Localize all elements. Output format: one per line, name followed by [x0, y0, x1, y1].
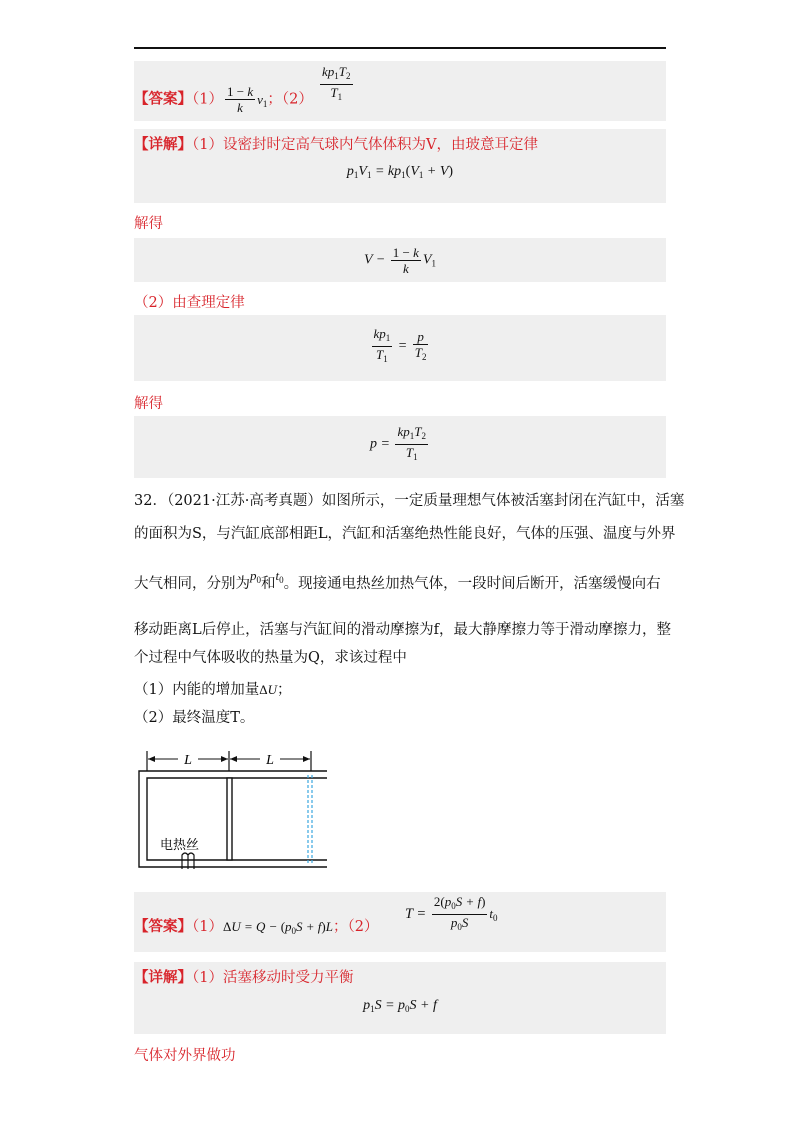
detail-line-2 — [134, 968, 353, 988]
detail-tag: 【详解】 — [134, 136, 192, 153]
problem-line-4: 移动距离L后停止，活塞与汽缸间的滑动摩擦为f，最大静摩擦力等于滑动摩擦力，整 — [134, 622, 671, 638]
answer-1-fraction: $\frac{1 - k}{k}$ — [226, 84, 254, 115]
problem-line-3c: 。现接通电热丝加热气体，一段时间后断开，活塞缓慢向右 — [283, 576, 661, 592]
equation-charles: $\frac{kp_1}{T_1}$ = $\frac{p}{T_2}$ — [373, 326, 427, 364]
question-1-text: （1）内能的增加量 — [134, 682, 260, 698]
equation-force-balance: $p_1S = p_0S + f$ — [363, 998, 437, 1014]
detail-text-1: （1）设密封时定高气球内气体体积为V，由玻意耳定律 — [192, 137, 538, 153]
answer-tag: 【答案】 — [134, 90, 192, 108]
answer-2-part-2-label: ；（2） — [333, 919, 379, 935]
answer-2-part-1-label: （1） — [192, 919, 223, 935]
cylinder-figure — [130, 745, 340, 875]
question-1: （1）内能的增加量ΔU； — [134, 682, 292, 698]
solve-label-1: 解得 — [134, 216, 163, 232]
problem-line-3: 大气相同，分别为$p_0$和$t_0$。现接通电热丝加热气体，一段时间后断开，活塞缓慢向右 — [134, 568, 661, 592]
detail-tag-2: 【详解】 — [134, 969, 192, 986]
solve-label-2: 解得 — [134, 396, 163, 412]
detail-line-1 — [134, 135, 538, 155]
detail-text-2: （1）活塞移动时受力平衡 — [192, 970, 354, 986]
top-rule — [134, 47, 666, 49]
problem-line-2: 的面积为S，与汽缸底部相距L，汽缸和活塞绝热性能良好，气体的压强、温度与外界 — [134, 526, 676, 542]
equation-pressure: p = $\frac{kp_1T_2}{T_1}$ — [370, 424, 426, 462]
answer-line-2: 【答案】$(1)\Delta U = Q - (p_0S + f)L$；（2） — [134, 918, 379, 936]
answer-tag-2: 【答案】 — [134, 918, 192, 935]
dimension-label-left: L — [184, 753, 192, 768]
answer-2-fraction: $\frac{kp_1T_2}{T_1}$ — [322, 64, 351, 102]
answer-part-1-label: （1） — [192, 91, 223, 108]
equation-boyle: $p_1V_1 = kp_1(V_1 + V)$ — [346, 164, 454, 180]
answer-temperature: T = $\frac{2(p_0S + f)}{p_0S}$ $t_0$ — [405, 894, 498, 932]
dimension-label-right: L — [266, 753, 274, 768]
problem-line-5: 个过程中气体吸收的热量为Q，求该过程中 — [134, 650, 407, 666]
problem-line-3b: 和 — [261, 576, 276, 592]
answer-part-2-label: ；（2） — [267, 91, 313, 108]
answer-line-1: 【答案】（1） $\frac{1 - k}{k}$ $v_1$；（2） — [134, 84, 313, 115]
problem-line-1: 32．（2021·江苏·高考真题）如图所示，一定质量理想气体被活塞封闭在汽缸中，活塞 — [134, 493, 685, 509]
question-2: （2）最终温度T。 — [134, 710, 255, 726]
problem-line-3a: 大气相同，分别为 — [134, 576, 250, 592]
charles-law-label: （2）由查理定律 — [134, 295, 245, 311]
heater-label: 电热丝 — [160, 838, 200, 853]
work-label: 气体对外界做功 — [134, 1048, 236, 1064]
equation-volume: V − $\frac{1 - k}{k}$ $V_1$ — [364, 245, 436, 276]
